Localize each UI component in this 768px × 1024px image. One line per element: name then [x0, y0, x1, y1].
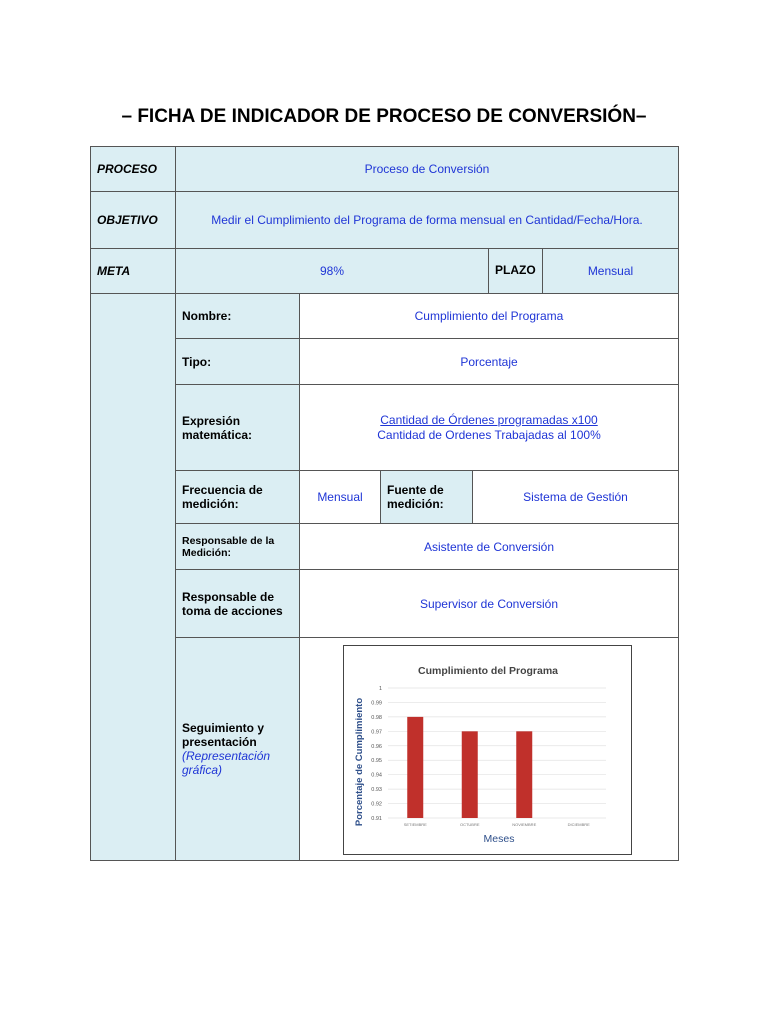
chart-y-tick-label: 0.99	[371, 700, 382, 707]
chart-bar	[407, 717, 423, 818]
chart-x-tick-label: SETIEMBRE	[403, 822, 427, 827]
expresion-numerator: Cantidad de Órdenes programadas x100	[380, 412, 598, 427]
fuente-label	[381, 471, 473, 524]
seguimiento-label	[176, 638, 300, 860]
seguimiento-label-line2: presentación	[182, 735, 257, 749]
responsable-medicion-label-line2: Medición:	[182, 546, 231, 559]
responsable-acciones-label-line1: Responsable de	[182, 589, 275, 604]
nombre-value: Cumplimiento del Programa	[300, 294, 678, 339]
indicator-sheet	[90, 146, 679, 861]
chart-y-tick-label: 0.92	[371, 801, 382, 808]
meta-label: META	[91, 249, 176, 294]
plazo-label: PLAZO	[489, 249, 543, 294]
expresion-value	[300, 385, 678, 471]
fuente-label-line2: medición:	[387, 497, 444, 511]
responsable-acciones-label	[176, 570, 300, 638]
responsable-acciones-label-line2: toma de acciones	[182, 603, 283, 618]
chart-y-tick-label: 0.94	[371, 772, 382, 779]
meta-value: 98%	[176, 249, 489, 294]
responsable-medicion-label-line1: Responsable de la	[182, 534, 275, 547]
fuente-value: Sistema de Gestión	[473, 471, 678, 524]
chart-frame	[343, 645, 632, 855]
seguimiento-note-line1: (Representación	[182, 749, 271, 763]
frecuencia-label-line2: medición:	[182, 497, 239, 511]
expresion-label-line1: Expresión	[182, 413, 241, 428]
chart-y-axis-label: Porcentaje de Cumplimiento	[354, 697, 365, 827]
objetivo-label: OBJETIVO	[91, 192, 176, 249]
tipo-label: Tipo:	[176, 339, 300, 385]
nombre-label: Nombre:	[176, 294, 300, 339]
fuente-label-line1: Fuente de	[387, 483, 444, 497]
responsable-medicion-label	[176, 524, 300, 570]
expresion-label-line2: matemática:	[182, 427, 253, 442]
bar-chart	[344, 646, 631, 854]
tipo-value: Porcentaje	[300, 339, 678, 385]
chart-x-axis-label: Meses	[483, 833, 515, 845]
chart-y-tick-label: 0.93	[371, 787, 382, 794]
chart-bar	[516, 731, 532, 818]
chart-y-tick-label: 0.98	[371, 714, 382, 721]
frecuencia-value: Mensual	[300, 471, 381, 524]
chart-y-tick-label: 0.96	[371, 743, 382, 750]
chart-bar	[462, 731, 478, 818]
chart-y-tick-label: 0.91	[371, 816, 382, 822]
chart-x-tick-label: OCTUBRE	[459, 822, 480, 827]
responsable-acciones-value: Supervisor de Conversión	[300, 570, 678, 638]
indicador-column	[91, 294, 176, 860]
plazo-value: Mensual	[543, 249, 678, 294]
chart-x-tick-label: DICIEMBRE	[567, 822, 590, 827]
proceso-label: PROCESO	[91, 147, 176, 192]
seguimiento-label-line1: Seguimiento y	[182, 721, 265, 735]
frecuencia-label	[176, 471, 300, 524]
chart-y-tick-label: 0.95	[371, 758, 382, 765]
frecuencia-label-line1: Frecuencia de	[182, 483, 263, 497]
seguimiento-note-line2: gráfica)	[182, 763, 223, 777]
objetivo-value: Medir el Cumplimiento del Programa de forma mensual en Cantidad/Fecha/Hora.	[176, 192, 678, 249]
expresion-label	[176, 385, 300, 471]
chart-title: Cumplimiento del Programa	[417, 665, 559, 677]
chart-y-tick-label: 0.97	[371, 729, 382, 736]
chart-x-tick-label: NOVIEMBRE	[512, 822, 537, 827]
responsable-medicion-value: Asistente de Conversión	[300, 524, 678, 570]
page-title: – FICHA DE INDICADOR DE PROCESO DE CONVERSIÓN–	[121, 106, 647, 127]
chart-y-tick-label: 1	[378, 686, 382, 692]
expresion-denominator: Cantidad de Ordenes Trabajadas al 100%	[377, 427, 601, 442]
proceso-value: Proceso de Conversión	[176, 147, 678, 192]
